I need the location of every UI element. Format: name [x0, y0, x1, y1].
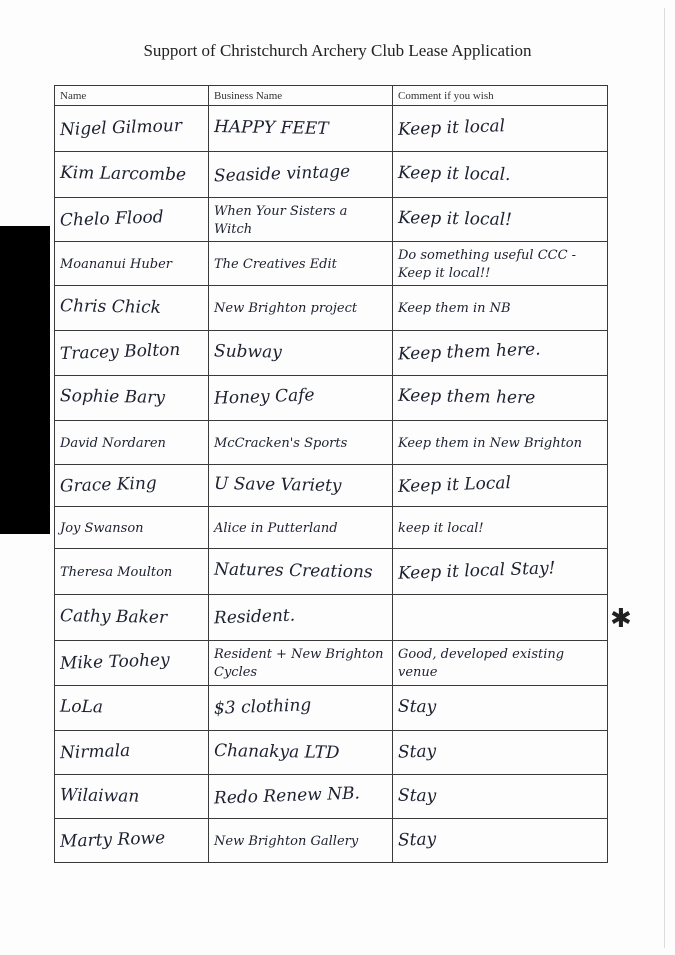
comment-cell: Stay [393, 686, 608, 731]
table-row [55, 549, 608, 595]
signature-table [54, 85, 608, 863]
table-row [55, 286, 608, 331]
name-column-header: Name [55, 86, 209, 106]
comment-cell: Keep it local Stay! [393, 549, 608, 595]
table-row [55, 819, 608, 863]
name-cell: Tracey Bolton [55, 331, 209, 376]
table-row [55, 152, 608, 198]
business-cell: $3 clothing [209, 686, 393, 731]
table-row [55, 641, 608, 686]
comment-cell: Stay [393, 819, 608, 863]
page-title: Support of Christchurch Archery Club Lease Application [143, 41, 532, 60]
business-cell: McCracken's Sports [209, 421, 393, 465]
comment-cell: Keep it local. [393, 152, 608, 198]
business-cell: Subway [209, 331, 393, 376]
table-row [55, 731, 608, 775]
business-cell: New Brighton project [209, 286, 393, 331]
name-cell: Cathy Baker [55, 595, 209, 641]
name-cell: Chelo Flood [55, 198, 209, 242]
business-column-header: Business Name [209, 86, 393, 106]
business-cell: Redo Renew NB. [209, 775, 393, 819]
name-cell: Wilaiwan [55, 775, 209, 819]
name-cell: LoLa [55, 686, 209, 731]
name-cell: Chris Chick [55, 286, 209, 331]
name-cell: Mike Toohey [55, 641, 209, 686]
table-row [55, 421, 608, 465]
business-cell: Resident. [209, 595, 393, 641]
comment-cell: Keep them here. [393, 331, 608, 376]
name-cell: Theresa Moulton [55, 549, 209, 595]
comment-cell [393, 595, 608, 641]
table-row [55, 686, 608, 731]
page-edge [664, 8, 671, 948]
name-cell: Nirmala [55, 731, 209, 775]
comment-column-header: Comment if you wish [393, 86, 608, 106]
name-cell: Kim Larcombe [55, 152, 209, 198]
table-row [55, 242, 608, 286]
comment-cell: Keep it local! [393, 198, 608, 242]
table-row [55, 331, 608, 376]
comment-cell: Good, developed existing venue [393, 641, 608, 686]
comment-cell: Do something useful CCC - Keep it local!! [393, 242, 608, 286]
name-cell: Marty Rowe [55, 819, 209, 863]
name-cell: Joy Swanson [55, 507, 209, 549]
business-cell: HAPPY FEET [209, 106, 393, 152]
name-cell: Grace King [55, 465, 209, 507]
comment-cell: Keep them in NB [393, 286, 608, 331]
table-row [55, 595, 608, 641]
business-cell: Alice in Putterland [209, 507, 393, 549]
name-cell: David Nordaren [55, 421, 209, 465]
business-cell: When Your Sisters a Witch [209, 198, 393, 242]
business-cell: U Save Variety [209, 465, 393, 507]
asterisk-margin-mark: ✱ [610, 604, 632, 634]
comment-cell: Keep them here [393, 376, 608, 421]
table-row [55, 376, 608, 421]
table-row [55, 465, 608, 507]
business-cell: New Brighton Gallery [209, 819, 393, 863]
table-row [55, 507, 608, 549]
name-cell: Nigel Gilmour [55, 106, 209, 152]
comment-cell: Keep it local [393, 106, 608, 152]
business-cell: Chanakya LTD [209, 731, 393, 775]
table-row [55, 106, 608, 152]
table-row [55, 775, 608, 819]
business-cell: Natures Creations [209, 549, 393, 595]
redaction-block [0, 226, 50, 534]
comment-cell: Stay [393, 775, 608, 819]
business-cell: The Creatives Edit [209, 242, 393, 286]
name-cell: Moananui Huber [55, 242, 209, 286]
comment-cell: keep it local! [393, 507, 608, 549]
table-row [55, 198, 608, 242]
comment-cell: Keep them in New Brighton [393, 421, 608, 465]
business-cell: Resident + New Brighton Cycles [209, 641, 393, 686]
header-row [55, 86, 608, 106]
name-cell: Sophie Bary [55, 376, 209, 421]
business-cell: Seaside vintage [209, 152, 393, 198]
comment-cell: Stay [393, 731, 608, 775]
comment-cell: Keep it Local [393, 465, 608, 507]
business-cell: Honey Cafe [209, 376, 393, 421]
